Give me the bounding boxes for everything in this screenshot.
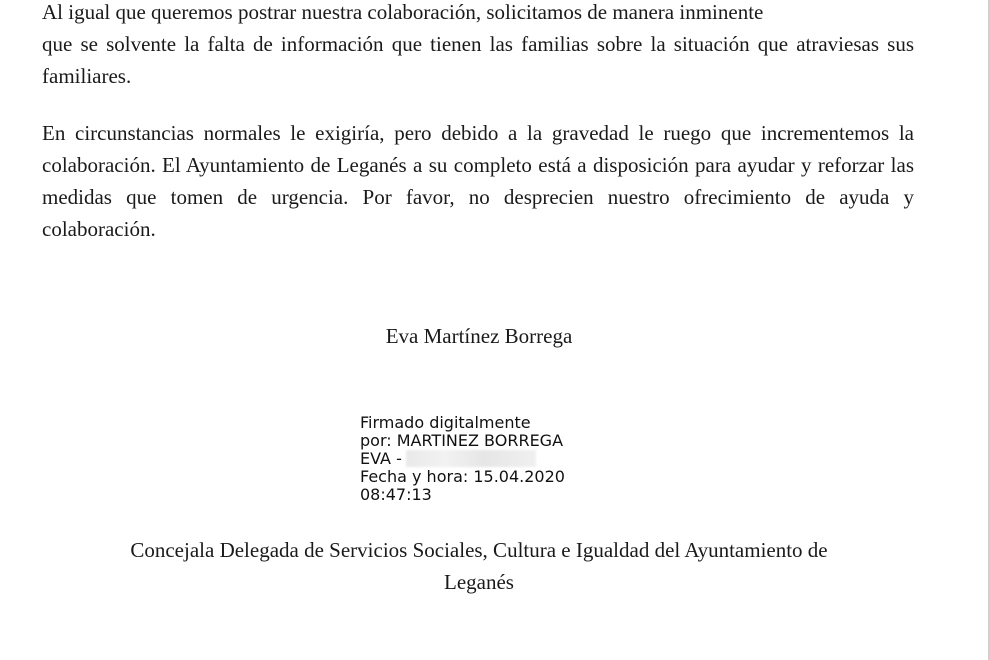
signer-role [0,534,958,598]
signature-id-label: EVA - [360,449,402,468]
paragraph-collaboration-request [42,0,914,92]
role-line: Concejala Delegada de Servicios Sociales, Cultura e Igualdad del Ayuntamiento de [130,538,828,562]
paragraph-cut-line: Al igual que queremos postrar nuestra colaboración, solicitamos de manera inminente [42,0,764,24]
signer-name: Eva Martínez Borrega [385,324,573,348]
signature-line: Firmado digitalmente [360,413,531,432]
paragraph-circumstances: En circunstancias normales le exigiría, pero debido a la gravedad le ruego que incrementemos la colaboración. El Ayuntamiento de Leganés a su completo está a disposición para ayudar y reforzar las medidas que tomen de urgencia. Por favor, no desprecien nuestro ofrecimiento de ayuda y colaboración. [42,121,914,241]
role-line: Leganés [444,570,514,594]
signature-line: Fecha y hora: 15.04.2020 [360,467,565,486]
paragraph-text: que se solvente la falta de información que tienen las familias sobre la situación que atraviesas sus familiares. [42,32,914,88]
signature-line: 08:47:13 [360,485,432,504]
signature-line-id [360,450,565,468]
redacted-id-block [406,450,536,467]
digital-signature-stamp [360,414,565,504]
signature-line: por: MARTINEZ BORREGA [360,431,564,450]
